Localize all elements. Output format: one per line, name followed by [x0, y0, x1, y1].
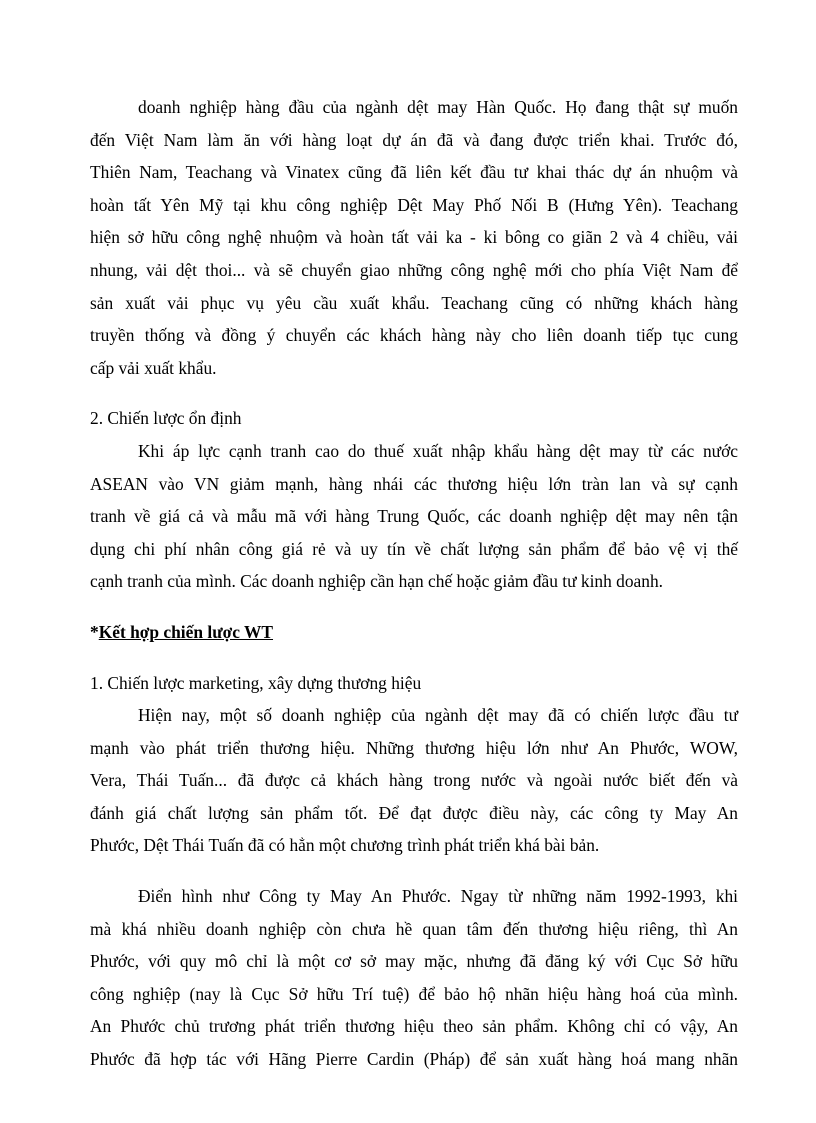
heading-stable-strategy: 2. Chiến lược ổn định	[90, 408, 242, 429]
paragraph-competition	[90, 435, 738, 598]
text-line: nhung, vải dệt thoi... và sẽ chuyển giao những công nghệ mới cho phía Việt Nam để	[90, 259, 738, 280]
text-line: truyền thống và đồng ý chuyển các khách hàng này cho liên doanh tiếp tục cung	[90, 325, 738, 346]
section-title-wt	[90, 616, 738, 649]
text-line: hiện sở hữu công nghệ nhuộm và hoàn tất vải ka - ki bông co giãn 2 và 4 chiều, vải	[90, 227, 738, 248]
paragraph-korea-investment	[90, 91, 738, 384]
text-line: sản xuất vải phục vụ yêu cầu xuất khẩu. Teachang cũng có những khách hàng	[90, 292, 738, 313]
text-line: dụng chi phí nhân công giá rẻ và uy tín về chất lượng sản phẩm để bảo vệ vị thế	[90, 538, 738, 559]
text-line: mà khá nhiều doanh nghiệp còn chưa hề quan tâm đến thương hiệu riêng, thì An	[90, 918, 738, 939]
text-line: Thiên Nam, Teachang và Vinatex cũng đã liên kết đầu tư khai thác dự án nhuộm và	[90, 162, 738, 183]
text-line: mạnh vào phát triển thương hiệu. Những thương hiệu lớn như An Phước, WOW,	[90, 737, 738, 758]
text-line: ASEAN vào VN giảm mạnh, hàng nhái các thương hiệu lớn tràn lan và sự cạnh	[90, 473, 738, 494]
text-line: đến Việt Nam làm ăn với hàng loạt dự án đã và đang được triển khai. Trước đó,	[90, 129, 738, 150]
section-star: *	[90, 621, 99, 642]
text-line: Khi áp lực cạnh tranh cao do thuế xuất nhập khẩu hàng dệt may từ các nước	[138, 440, 738, 461]
text-line: Hiện nay, một số doanh nghiệp của ngành dệt may đã có chiến lược đầu tư	[138, 705, 738, 726]
heading-marketing-strategy: 1. Chiến lược marketing, xây dựng thương hiệu	[90, 672, 422, 693]
paragraph-an-phuoc	[90, 880, 738, 1076]
text-line: đánh giá chất lượng sản phẩm tốt. Để đạt được điều này, các công ty May An	[90, 802, 738, 823]
text-line: Phước đã hợp tác với Hãng Pierre Cardin (Pháp) để sản xuất hàng hoá mang nhãn	[90, 1049, 738, 1070]
text-line: Phước, Dệt Thái Tuấn đã có hẳn một chương trình phát triển khá bài bản.	[90, 835, 600, 856]
section-title-text: Kết hợp chiến lược WT	[98, 621, 274, 642]
text-line: hoàn tất Yên Mỹ tại khu công nghiệp Dệt May Phố Nối B (Hưng Yên). Teachang	[90, 194, 738, 215]
text-line: công nghiệp (nay là Cục Sở hữu Trí tuệ) để bảo hộ nhãn hiệu hàng hoá của mình.	[90, 983, 738, 1004]
paragraph-brand-development	[90, 699, 738, 862]
text-line: tranh về giá cả và mẫu mã với hàng Trung Quốc, các doanh nghiệp dệt may nên tận	[90, 506, 738, 527]
text-line: cạnh tranh của mình. Các doanh nghiệp cần hạn chế hoặc giảm đầu tư kinh doanh.	[90, 571, 663, 592]
text-line: Điển hình như Công ty May An Phước. Ngay từ những năm 1992-1993, khi	[138, 886, 738, 907]
text-line: cấp vải xuất khẩu.	[90, 357, 217, 378]
document-page	[90, 91, 738, 1076]
text-line: An Phước chủ trương phát triển thương hiệu theo sản phẩm. Không chỉ có vậy, An	[90, 1016, 738, 1037]
text-line: doanh nghiệp hàng đầu của ngành dệt may Hàn Quốc. Họ đang thật sự muốn	[138, 97, 738, 117]
text-line: Vera, Thái Tuấn... đã được cả khách hàng trong nước và ngoài nước biết đến và	[90, 770, 738, 791]
text-line: Phước, với quy mô chỉ là một cơ sở may mặc, nhưng đã đăng ký với Cục Sở hữu	[90, 951, 738, 972]
